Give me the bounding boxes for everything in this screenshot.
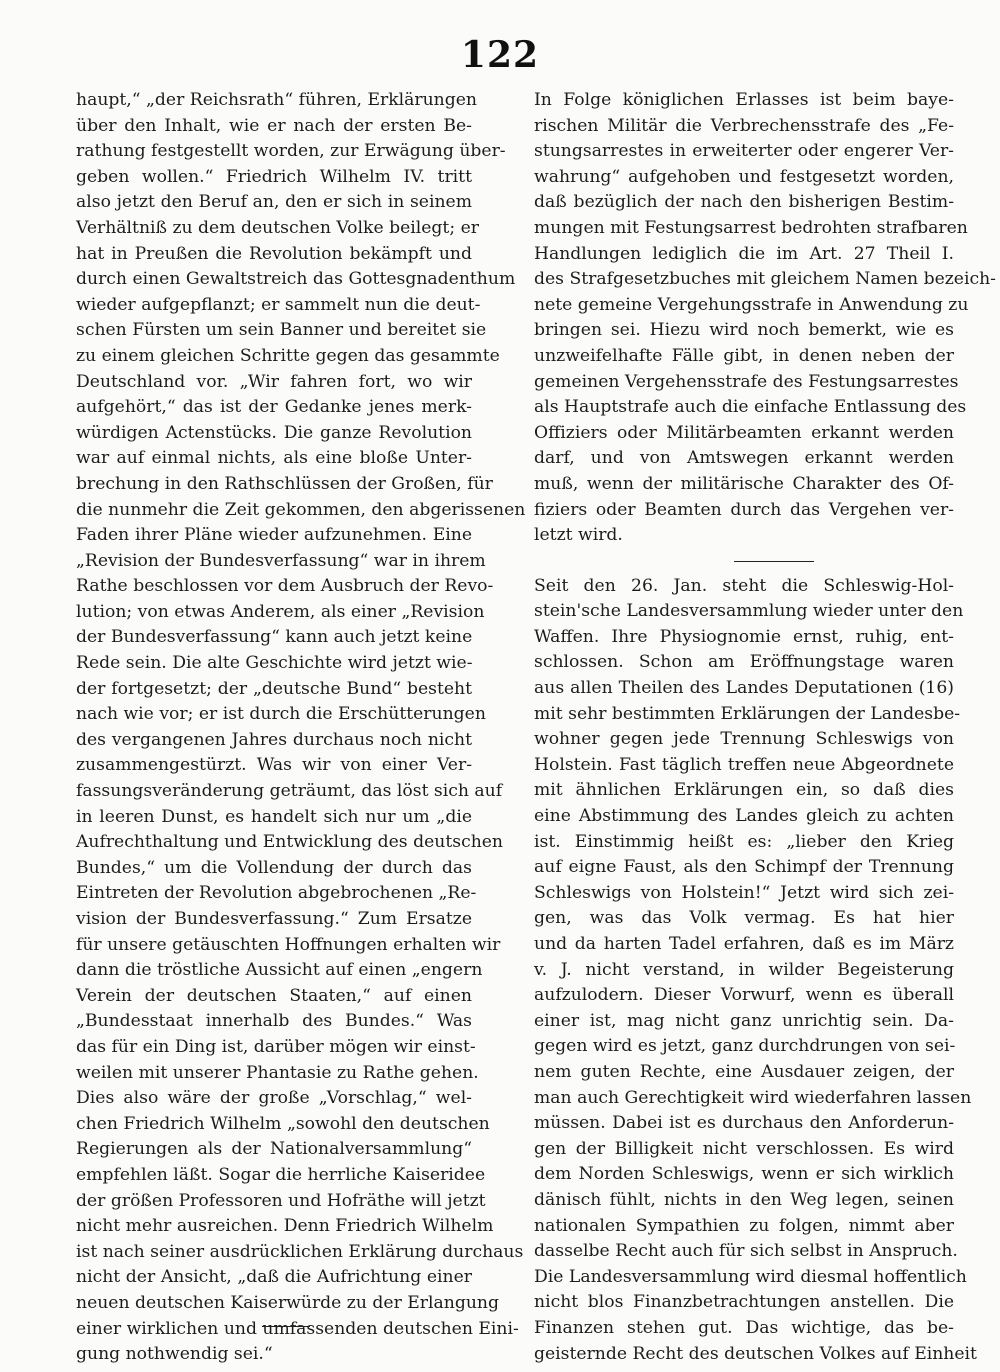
text-line: gemeinen Vergehensstrafe des Festungsarrestes [534,371,959,392]
text-line: geben wollen.“ Friedrich Wilhelm IV. tritt [76,166,472,187]
text-line: wohner gegen jede Trennung Schleswigs von [534,729,954,750]
text-line: schen Fürsten um sein Banner und bereitet sie [76,320,487,341]
page-number: 122 [460,34,540,76]
text-line: als Hauptstrafe auch die einfache Entlassung des [534,397,967,418]
text-line: Verein der deutschen Staaten,“ auf einen [76,985,472,1006]
text-line: gung nothwendig sei.“ [76,1344,273,1365]
text-line: müssen. Dabei ist es durchaus den Anforderun- [534,1113,954,1134]
text-line: daß bezüglich der nach den bisherigen Bestim- [534,192,954,213]
text-line: Waffen. Ihre Physiognomie ernst, ruhig, ent- [534,626,954,647]
text-line: Faden ihrer Pläne wieder aufzunehmen. Eine [76,525,472,546]
text-line: schlossen. Schon am Eröffnungstage waren [534,652,954,673]
text-line: Schleswigs von Holstein!“ Jetzt wird sich zei- [534,882,954,903]
text-line: ist. Einstimmig heißt es: „lieber den Krieg [534,831,954,852]
text-line: Dies also wäre der große „Vorschlag,“ wel- [76,1088,472,1109]
text-line: für unsere getäuschten Hoffnungen erhalten wir [76,934,501,955]
text-line: auf eigne Faust, als den Schimpf der Trennung [534,857,954,878]
text-line: bringen sei. Hiezu wird noch bemerkt, wie es [534,320,954,341]
text-line: nem guten Rechte, eine Ausdauer zeigen, der [534,1061,954,1082]
text-line: nicht blos Finanzbetrachtungen anstellen. Die [534,1292,954,1313]
text-line: geisternde Recht des deutschen Volkes auf Einheit [534,1343,977,1364]
text-line: weilen mit unserer Phantasie zu Rathe gehen. [76,1062,479,1083]
text-line: zu einem gleichen Schritte gegen das gesammte [76,345,500,366]
end-rule [262,1326,310,1327]
text-line: mit sehr bestimmten Erklärungen der Landesbe- [534,703,961,724]
text-line: mungen mit Festungsarrest bedrohten strafbaren [534,217,968,238]
article-bavarian-military [534,88,996,549]
text-line: dänisch fühlt, nichts in den Weg legen, seinen [534,1189,954,1210]
text-line: nicht mehr ausreichen. Denn Friedrich Wilhelm [76,1216,494,1237]
text-line: rathung festgestellt worden, zur Erwägung über- [76,141,506,162]
text-line: nicht der Ansicht, „daß die Aufrichtung einer [76,1267,472,1288]
text-line: der fortgesetzt; der „deutsche Bund“ besteht [76,678,472,699]
text-line: fassungsveränderung geträumt, das löst sich auf [76,781,503,802]
text-line: des Strafgesetzbuches mit gleichem Namen bezeich- [534,269,996,290]
text-line: Aufrechthaltung und Entwicklung des deutschen [76,832,504,853]
text-line: der Bundesverfassung“ kann auch jetzt keine [76,627,473,648]
text-line: chen Friedrich Wilhelm „sowohl den deutschen [76,1113,490,1134]
text-line: haupt,“ „der Reichsrath“ führen, Erklärungen [76,90,477,110]
text-line: stungsarrestes in erweiterter oder engerer Ver- [534,141,954,162]
text-line: Handlungen lediglich die im Art. 27 Theil I. [534,243,954,264]
text-line: gen der Billigkeit nicht verschlossen. Es wird [534,1138,954,1159]
text-line: neuen deutschen Kaiserwürde zu der Erlangung [76,1292,499,1313]
text-line: und da harten Tadel erfahren, daß es im März [534,934,954,954]
text-line: würdigen Actenstücks. Die ganze Revolution [76,422,472,443]
text-line: letzt wird. [534,525,623,546]
text-line: also jetzt den Beruf an, den er sich in seinem [76,192,472,213]
text-line: aufgehört,“ das ist der Gedanke jenes merk- [76,397,472,418]
text-line: eine Abstimmung des Landes gleich zu achten [534,806,954,827]
text-line: man auch Gerechtigkeit wird wiederfahren lassen [534,1087,972,1108]
right-column [534,88,996,1367]
text-line: stein'sche Landesversammlung wieder unter den [534,601,964,622]
section-divider [734,561,814,562]
text-line: Rathe beschlossen vor dem Ausbruch der Revo- [76,576,494,597]
text-line: dem Norden Schleswigs, wenn er sich wirklich [534,1164,954,1185]
left-column [76,88,526,1368]
text-line: Seit den 26. Jan. steht die Schleswig-Hol- [534,575,954,596]
text-line: Die Landesversammlung wird diesmal hoffentlich [534,1266,967,1287]
text-line: mit ähnlichen Erklärungen ein, so daß dies [534,780,954,801]
text-line: gen, was das Volk vermag. Es hat hier [534,908,954,929]
text-line: Rede sein. Die alte Geschichte wird jetzt wie- [76,653,473,674]
text-line: dann die tröstliche Aussicht auf einen „engern [76,960,483,981]
text-line: des vergangenen Jahres durchaus noch nicht [76,729,472,750]
text-line: der größen Professoren und Hofräthe will jetzt [76,1190,486,1211]
text-line: Regierungen als der Nationalversammlung“ [76,1139,472,1160]
text-line: nete gemeine Vergehungsstrafe in Anwendung zu [534,294,969,315]
text-line: zusammengestürzt. Was wir von einer Ver- [76,755,472,776]
article-schleswig-holstein [534,574,977,1367]
text-line: v. J. nicht verstand, in wilder Begeisterung [534,959,954,980]
text-line: Bundes,“ um die Vollendung der durch das [76,857,472,878]
text-line: vision der Bundesverfassung.“ Zum Ersatze [76,909,472,929]
text-line: einer ist, mag nicht ganz unrichtig sein. Da- [534,1010,954,1031]
text-line: durch einen Gewaltstreich das Gottesgnadenthum [76,269,516,290]
text-line: nach wie vor; er ist durch die Erschütterungen [76,704,486,725]
text-line: darf, und von Amtswegen erkannt werden [534,448,954,469]
text-line: ist nach seiner ausdrücklichen Erklärung durchaus [76,1241,524,1262]
text-line: empfehlen läßt. Sogar die herrliche Kaiseridee [76,1164,486,1185]
text-line: war auf einmal nichts, als eine bloße Unter- [76,448,472,469]
text-line: Offiziers oder Militärbeamten erkannt werden [534,422,954,443]
text-line: das für ein Ding ist, darüber mögen wir einst- [76,1036,476,1057]
text-line: fiziers oder Beamten durch das Vergehen ver- [534,499,954,520]
text-line: muß, wenn der militärische Charakter des Of- [534,473,954,494]
text-line: dasselbe Recht auch für sich selbst in Anspruch. [534,1241,958,1262]
text-line: aus allen Theilen des Landes Deputationen (16) [534,678,954,699]
text-line: Eintreten der Revolution abgebrochenen „Re- [76,883,477,904]
text-line: In Folge königlichen Erlasses ist beim baye- [534,90,954,110]
text-line: wahrung“ aufgehoben und festgesetzt worden, [534,166,954,187]
text-line: gegen wird es jetzt, ganz durchdrungen von sei- [534,1036,956,1057]
text-line: in leeren Dunst, es handelt sich nur um „die [76,806,472,827]
text-line: über den Inhalt, wie er nach der ersten Be- [76,115,472,136]
text-line: wieder aufgepflanzt; er sammelt nun die deut- [76,294,481,315]
text-line: hat in Preußen die Revolution bekämpft und [76,243,472,264]
text-line: Holstein. Fast täglich treffen neue Abgeordnete [534,754,954,775]
text-line: brechung in den Rathschlüssen der Großen, für [76,473,493,494]
text-line: Deutschland vor. „Wir fahren fort, wo wir [76,371,472,392]
text-line: aufzulodern. Dieser Vorwurf, wenn es überall [534,985,954,1006]
text-line: Verhältniß zu dem deutschen Volke beilegt; er [76,217,479,238]
text-line: die nunmehr die Zeit gekommen, den abgerissenen [76,499,526,520]
text-line: rischen Militär die Verbrechensstrafe des „Fe- [534,115,954,136]
text-line: „Revision der Bundesverfassung“ war in ihrem [76,550,486,571]
text-line: unzweifelhafte Fälle gibt, in denen neben der [534,345,954,366]
text-line: „Bundesstaat innerhalb des Bundes.“ Was [76,1011,472,1032]
text-line: lution; von etwas Anderem, als einer „Revision [76,601,485,622]
text-line: einer wirklichen und umfassenden deutschen Eini- [76,1318,519,1339]
text-line: Finanzen stehen gut. Das wichtige, das be- [534,1317,954,1338]
text-line: nationalen Sympathien zu folgen, nimmt aber [534,1215,954,1236]
